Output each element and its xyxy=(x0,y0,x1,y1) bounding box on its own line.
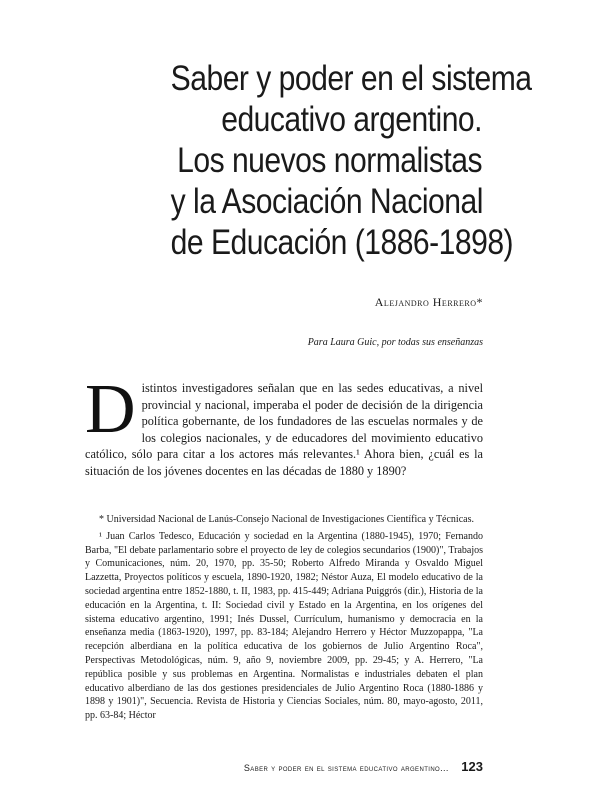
author-name: Alejandro Herrero* xyxy=(374,295,483,309)
drop-cap: D xyxy=(85,371,136,448)
footnote: ¹ Juan Carlos Tedesco, Educación y sociedad en la Argentina (1880-1945), 1970; Fernando Barba, "El debate parlamentario sobre el proyecto de ley de colegios secundarios (1900)", Trabajos y Comunicaciones, núm. 20, 1970, pp. 35-50; Roberto Alfredo Miranda y Osvaldo Miguel Lazzetta, Proyectos políticos y escuela, 1890-1920, 1982; Néstor Auza, El modelo educativo de la sociedad argentina entre 1852-1880, t. II, 1983, pp. 415-449; Adriana Puiggrós (dir.), Historia de la educación en la Argentina, t. II: Sociedad civil y Estado en la Argentina, en los orígenes del sistema educativo argentino, 1991; Inés Dussel, Currículum, humanismo y democracia en la enseñanza media (1863-1920), 1997, pp. 83-184; Alejandro Herrero y Héctor Muzzopappa, "La recepción alberdiana en la política educativa de los gobiernos de Julio Argentino Roca", Perspectivas Metodológicas, núm. 9, año 9, noviembre 2009, pp. 29-45; y A. Herrero, "La república posible y sus problemas en Argentina. Normalistas e industriales debaten el plan educativo alberdiano de las dos gestiones presidenciales de Julio Argentino Roca (1880-1886 y 1898 y 1901)", Secuencia. Revista de Historia y Ciencias Sociales, núm. 80, mayo-agosto, 2011, pp. 63-84; Héctor xyxy=(85,530,483,722)
dedication: Para Laura Guic, por todas sus enseñanzas xyxy=(307,337,483,348)
title-line: y la Asociación Nacional xyxy=(170,182,483,221)
title-line: de Educación (1886-1898) xyxy=(170,223,514,262)
article-title xyxy=(170,58,532,263)
running-title: Saber y poder en el sistema educativo argentino... xyxy=(243,763,449,773)
running-footer xyxy=(190,758,483,776)
footnotes xyxy=(85,513,483,723)
footnote: * Universidad Nacional de Lanús-Consejo Nacional de Investigaciones Científica y Técnicas. xyxy=(99,514,474,525)
title-line: Los nuevos normalistas xyxy=(177,141,482,180)
title-line: Saber y poder en el sistema xyxy=(170,59,532,98)
body-text: istintos investigadores señalan que en las sedes educativas, a nivel provincial y nacional, imperaba el poder de decisión de la dirigencia política gobernante, de los fundadores de las escuelas normales y de los colegios nacionales, y de educadores del movimiento educativo católico, sólo para citar a los actores más relevantes.¹ Ahora bien, ¿cuál es la situación de los jóvenes docentes en las décadas de 1880 y 1890? xyxy=(85,381,483,478)
body-paragraph xyxy=(85,371,483,480)
title-line: educativo argentino. xyxy=(221,100,482,139)
page-number: 123 xyxy=(461,759,483,774)
